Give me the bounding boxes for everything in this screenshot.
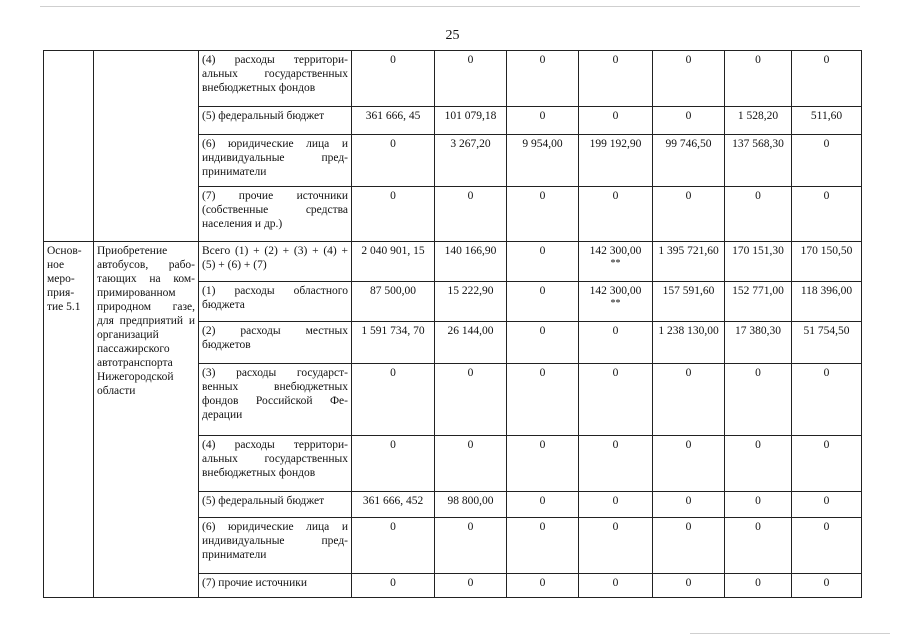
value-cell: 0 (507, 242, 579, 282)
value-cell: 99 746,50 (653, 135, 725, 187)
value-cell: 0 (653, 107, 725, 135)
value-cell: 1 238 130,00 (653, 322, 725, 364)
value-cell: 0 (792, 135, 862, 187)
scan-top-line (40, 6, 860, 7)
scan-bottom-line (690, 633, 890, 634)
value-cell: 142 300,00 ** (579, 242, 653, 282)
source-cell: (5) федеральный бюджет (199, 492, 352, 518)
value-cell: 0 (435, 364, 507, 436)
value-cell: 0 (792, 364, 862, 436)
value-cell: 0 (792, 492, 862, 518)
value-cell: 0 (653, 574, 725, 598)
value-cell: 0 (579, 107, 653, 135)
table-row (44, 51, 862, 107)
source-cell: (7) прочие источники (199, 574, 352, 598)
value-cell: 26 144,00 (435, 322, 507, 364)
value-cell: 0 (507, 436, 579, 492)
value-cell: 0 (435, 436, 507, 492)
value-cell: 0 (792, 518, 862, 574)
source-cell: (4) расходы территори-альных государственных внебюджетных фондов (199, 436, 352, 492)
value-cell: 361 666, 45 (352, 107, 435, 135)
value-cell: 17 380,30 (725, 322, 792, 364)
budget-table-body (44, 51, 862, 598)
source-cell: (6) юридические лица и индивидуальные пред-приниматели (199, 135, 352, 187)
value-cell: 0 (352, 51, 435, 107)
activity-cell: Основ-ное меро-прия-тие 5.1 (44, 242, 94, 598)
value-cell: 0 (653, 436, 725, 492)
value-cell: 0 (579, 364, 653, 436)
empty-project-cell (94, 51, 199, 242)
value-cell: 0 (579, 436, 653, 492)
value-cell: 0 (352, 187, 435, 242)
table-row (44, 242, 862, 282)
source-cell: (7) прочие источники (собственные средства населения и др.) (199, 187, 352, 242)
value-cell: 0 (352, 436, 435, 492)
value-cell: 0 (435, 574, 507, 598)
value-cell: 0 (435, 51, 507, 107)
value-cell: 0 (725, 574, 792, 598)
value-cell: 170 150,50 (792, 242, 862, 282)
value-cell: 0 (507, 518, 579, 574)
value-cell: 0 (352, 518, 435, 574)
value-cell: 0 (653, 187, 725, 242)
value-cell: 0 (435, 187, 507, 242)
value-cell: 1 591 734, 70 (352, 322, 435, 364)
value-cell: 9 954,00 (507, 135, 579, 187)
value-cell: 2 040 901, 15 (352, 242, 435, 282)
value-cell: 0 (507, 322, 579, 364)
value-cell: 51 754,50 (792, 322, 862, 364)
source-cell: (1) расходы областного бюджета (199, 282, 352, 322)
value-cell: 0 (653, 492, 725, 518)
empty-activity-cell (44, 51, 94, 242)
value-cell: 0 (507, 187, 579, 242)
value-cell: 0 (653, 518, 725, 574)
value-cell: 0 (579, 492, 653, 518)
value-cell: 0 (352, 364, 435, 436)
value-cell: 15 222,90 (435, 282, 507, 322)
value-cell: 0 (507, 107, 579, 135)
value-cell: 0 (507, 282, 579, 322)
source-cell: (2) расходы местных бюджетов (199, 322, 352, 364)
value-cell: 170 151,30 (725, 242, 792, 282)
value-cell: 0 (507, 364, 579, 436)
value-cell: 0 (579, 574, 653, 598)
budget-table (43, 50, 862, 598)
source-cell: (3) расходы государст-венных внебюджетных фондов Российской Фе-дерации (199, 364, 352, 436)
value-cell: 0 (792, 574, 862, 598)
value-cell: 0 (579, 518, 653, 574)
value-cell: 0 (792, 51, 862, 107)
value-cell: 0 (725, 187, 792, 242)
value-cell: 0 (653, 51, 725, 107)
value-cell: 0 (352, 574, 435, 598)
value-cell: 199 192,90 (579, 135, 653, 187)
value-cell: 361 666, 452 (352, 492, 435, 518)
value-cell: 0 (725, 364, 792, 436)
value-cell: 0 (792, 187, 862, 242)
value-cell: 118 396,00 (792, 282, 862, 322)
value-cell: 98 800,00 (435, 492, 507, 518)
value-cell: 101 079,18 (435, 107, 507, 135)
value-cell: 1 528,20 (725, 107, 792, 135)
value-cell: 3 267,20 (435, 135, 507, 187)
value-cell: 0 (792, 436, 862, 492)
value-cell: 157 591,60 (653, 282, 725, 322)
value-cell: 0 (435, 518, 507, 574)
project-cell: Приобретение автобусов, рабо-тающих на ком-примированном природном газе, для предприятий и организаций пассажирского автотранспорта Нижегородской области (94, 242, 199, 598)
value-cell: 0 (507, 492, 579, 518)
value-cell: 137 568,30 (725, 135, 792, 187)
value-cell: 0 (725, 436, 792, 492)
source-cell: (6) юридические лица и индивидуальные пред-приниматели (199, 518, 352, 574)
value-cell: 0 (507, 51, 579, 107)
page-number: 25 (445, 28, 460, 43)
value-cell: 0 (507, 574, 579, 598)
value-cell: 87 500,00 (352, 282, 435, 322)
value-cell: 0 (579, 322, 653, 364)
value-cell: 0 (725, 51, 792, 107)
value-cell: 142 300,00 ** (579, 282, 653, 322)
source-cell: Всего (1) + (2) + (3) + (4) + (5) + (6) + (7) (199, 242, 352, 282)
value-cell: 0 (579, 51, 653, 107)
value-cell: 511,60 (792, 107, 862, 135)
value-cell: 0 (352, 135, 435, 187)
source-cell: (4) расходы территори-альных государственных внебюджетных фондов (199, 51, 352, 107)
value-cell: 0 (653, 364, 725, 436)
value-cell: 0 (725, 492, 792, 518)
value-cell: 1 395 721,60 (653, 242, 725, 282)
value-cell: 152 771,00 (725, 282, 792, 322)
source-cell: (5) федеральный бюджет (199, 107, 352, 135)
value-cell: 0 (725, 518, 792, 574)
value-cell: 0 (579, 187, 653, 242)
value-cell: 140 166,90 (435, 242, 507, 282)
